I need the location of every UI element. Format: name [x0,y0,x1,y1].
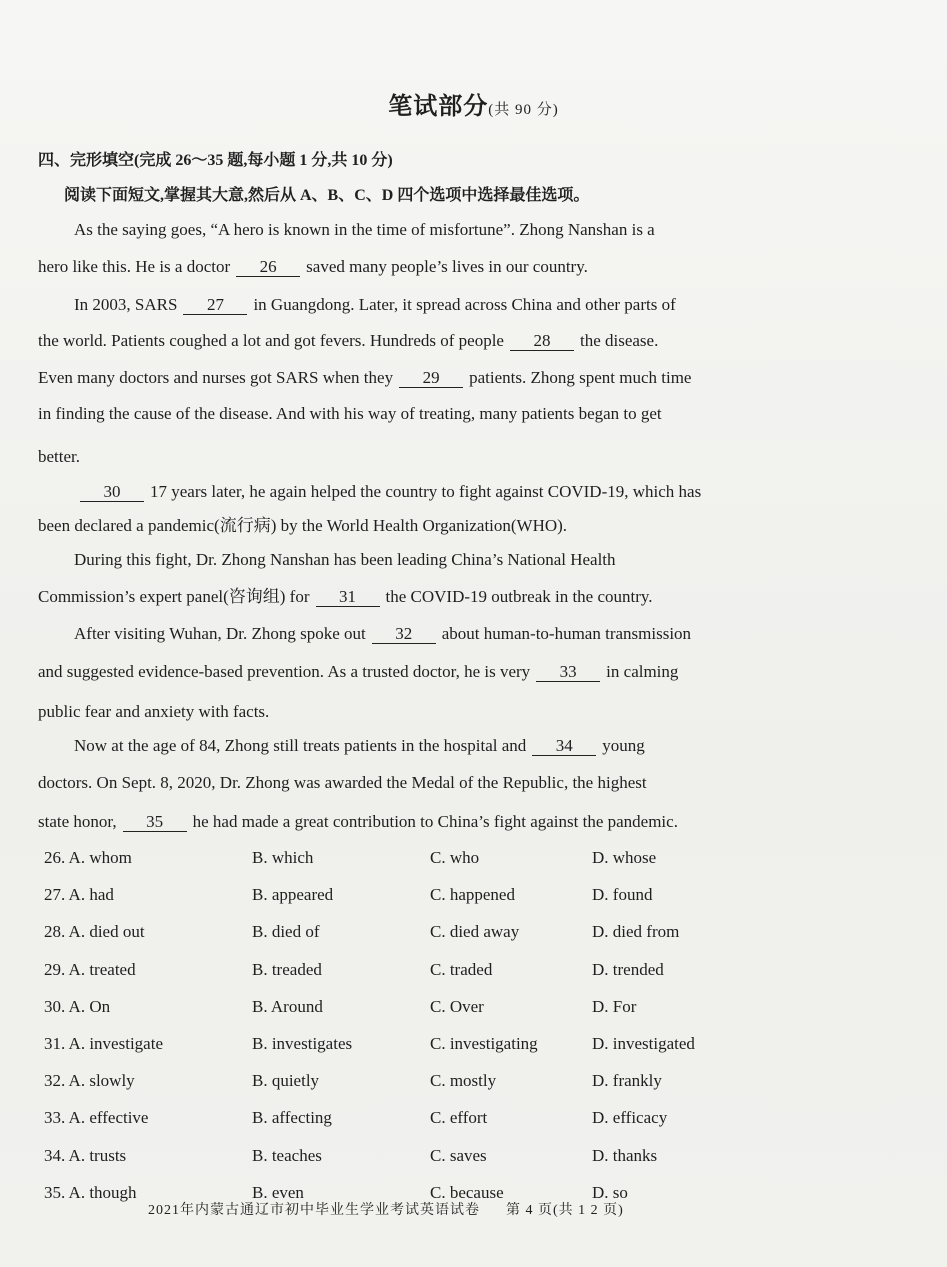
passage-line [38,293,874,317]
passage-text: doctors. On Sept. 8, 2020, Dr. Zhong was awarded the Medal of the Republic, the highest [38,773,647,792]
passage-text: better. [38,447,81,466]
option-choice[interactable]: 35. A. though [44,1182,137,1202]
option-choice[interactable]: 29. A. treated [44,959,136,979]
blank-32[interactable]: 32 [372,625,436,644]
option-row [44,1071,844,1097]
footer [148,1199,624,1219]
option-choice[interactable]: D. investigated [592,1034,695,1053]
option-choice[interactable]: 28. A. died out [44,922,145,942]
passage-line [38,480,874,504]
option-choice[interactable]: B. which [252,848,314,867]
passage-text: patients. Zhong spent much time [469,368,692,387]
passage-text: in finding the cause of the disease. And with his way of treating, many patients began to get [38,404,662,423]
passage-line [38,700,838,724]
option-choice[interactable]: B. Around [252,996,323,1016]
passage-line [38,402,838,426]
blank-28[interactable]: 28 [510,332,574,351]
passage-line [38,218,874,242]
passage-line [38,585,838,609]
option-choice[interactable]: B. treaded [252,959,322,979]
option-choice[interactable]: 27. A. had [44,885,114,905]
option-choice[interactable]: D. thanks [592,1145,658,1165]
passage-line [38,548,874,572]
option-choice[interactable]: C. Over [430,996,484,1016]
title-main: 笔试部分 [388,94,489,120]
option-choice[interactable]: D. For [592,996,637,1016]
option-choice[interactable]: D. found [592,885,653,905]
passage-text: the COVID-19 outbreak in the country. [385,587,653,606]
option-choice[interactable]: C. died away [430,922,520,942]
option-choice[interactable]: C. investigating [430,1034,538,1053]
passage-text: about human-to-human transmission [441,624,692,643]
passage-line [38,255,838,279]
option-choice[interactable]: B. quietly [252,1071,320,1091]
option-choice[interactable]: C. mostly [430,1071,497,1091]
option-row [44,1108,844,1134]
option-choice[interactable]: C. happened [430,885,515,905]
passage-text: In 2003, SARS [74,295,178,314]
passage-line [38,445,838,469]
passage-text: 17 years later, he again helped the country to fight against COVID-19, which has [150,482,702,501]
option-choice[interactable]: B. teaches [252,1145,322,1165]
passage-line [38,622,874,646]
passage-line [38,734,874,758]
option-choice[interactable]: C. traded [430,959,493,979]
passage-text: Commission’s expert panel(咨询组) for [38,587,310,606]
blank-29[interactable]: 29 [399,369,463,388]
option-choice[interactable]: 30. A. On [44,996,111,1016]
passage-text: state honor, [38,812,117,831]
option-choice[interactable]: B. appeared [252,885,334,905]
blank-34[interactable]: 34 [532,737,596,756]
blank-35[interactable]: 35 [123,813,187,832]
passage-text: the disease. [579,331,659,350]
option-row [44,1034,844,1060]
passage-text: in calming [606,662,679,681]
option-choice[interactable]: D. frankly [592,1071,662,1091]
passage-line [38,366,838,390]
option-choice[interactable]: B. investigates [252,1034,353,1053]
passage-line [38,810,838,834]
passage-text: the world. Patients coughed a lot and got fevers. Hundreds of people [38,331,504,350]
option-choice[interactable]: D. trended [592,959,664,979]
option-choice[interactable]: B. died of [252,922,320,942]
title-sub: (共 90 分) [488,102,559,118]
option-choice[interactable]: C. effort [430,1108,488,1128]
option-choice[interactable]: D. so [592,1182,628,1202]
blank-33[interactable]: 33 [536,663,600,682]
option-choice[interactable]: 34. A. trusts [44,1145,127,1165]
passage-text: Even many doctors and nurses got SARS when they [38,368,394,387]
option-row [44,997,844,1023]
option-choice[interactable]: 32. A. slowly [44,1071,135,1091]
option-choice[interactable]: C. because [430,1182,504,1202]
option-row [44,1146,844,1172]
option-choice[interactable]: B. affecting [252,1108,332,1128]
section-heading: 四、完形填空(完成 26～35 题,每小题 1 分,共 10 分) [38,152,393,169]
option-choice[interactable]: C. who [430,848,480,867]
instruction: 阅读下面短文,掌握其大意,然后从 A、B、C、D 四个选项中选择最佳选项。 [64,187,590,204]
option-row [44,885,844,911]
option-row [44,922,844,948]
passage-line [38,660,838,684]
blank-31[interactable]: 31 [316,588,380,607]
blank-27[interactable]: 27 [183,296,247,315]
option-choice[interactable]: 26. A. whom [44,848,132,867]
passage-text: Now at the age of 84, Zhong still treats patients in the hospital and [74,736,527,755]
option-row [44,960,844,986]
passage-text: he had made a great contribution to China’s fight against the pandemic. [192,812,678,831]
option-choice[interactable]: 31. A. investigate [44,1034,163,1053]
passage-text: young [602,736,645,755]
option-choice[interactable]: 33. A. effective [44,1108,149,1128]
passage-text: As the saying goes, “A hero is known in the time of misfortune”. Zhong Nanshan is a [74,220,655,239]
option-choice[interactable]: D. efficacy [592,1108,668,1128]
option-choice[interactable]: B. even [252,1182,304,1202]
passage-text: and suggested evidence-based prevention. As a trusted doctor, he is very [38,662,531,681]
blank-26[interactable]: 26 [236,258,300,277]
passage-text: hero like this. He is a doctor [38,257,231,276]
option-choice[interactable]: D. whose [592,848,657,867]
footer-page: 第 4 页(共 1 2 页) [506,1203,624,1218]
option-choice[interactable]: D. died from [592,922,680,942]
passage-text: been declared a pandemic(流行病) by the World Health Organization(WHO). [38,516,568,535]
page-title [0,86,947,121]
passage-text: public fear and anxiety with facts. [38,702,270,721]
passage-text: in Guangdong. Later, it spread across China and other parts of [253,295,676,314]
blank-30[interactable]: 30 [80,483,144,502]
option-choice[interactable]: C. saves [430,1145,487,1165]
passage-text: After visiting Wuhan, Dr. Zhong spoke out [74,624,366,643]
passage-line [38,514,838,538]
footer-exam: 2021年内蒙古通辽市初中毕业生学业考试英语试卷 [148,1203,480,1218]
passage-text: saved many people’s lives in our country. [306,257,588,276]
option-row [44,848,844,874]
passage-text: During this fight, Dr. Zhong Nanshan has been leading China’s National Health [74,550,616,569]
passage-line [38,771,838,795]
passage-line [38,329,838,353]
